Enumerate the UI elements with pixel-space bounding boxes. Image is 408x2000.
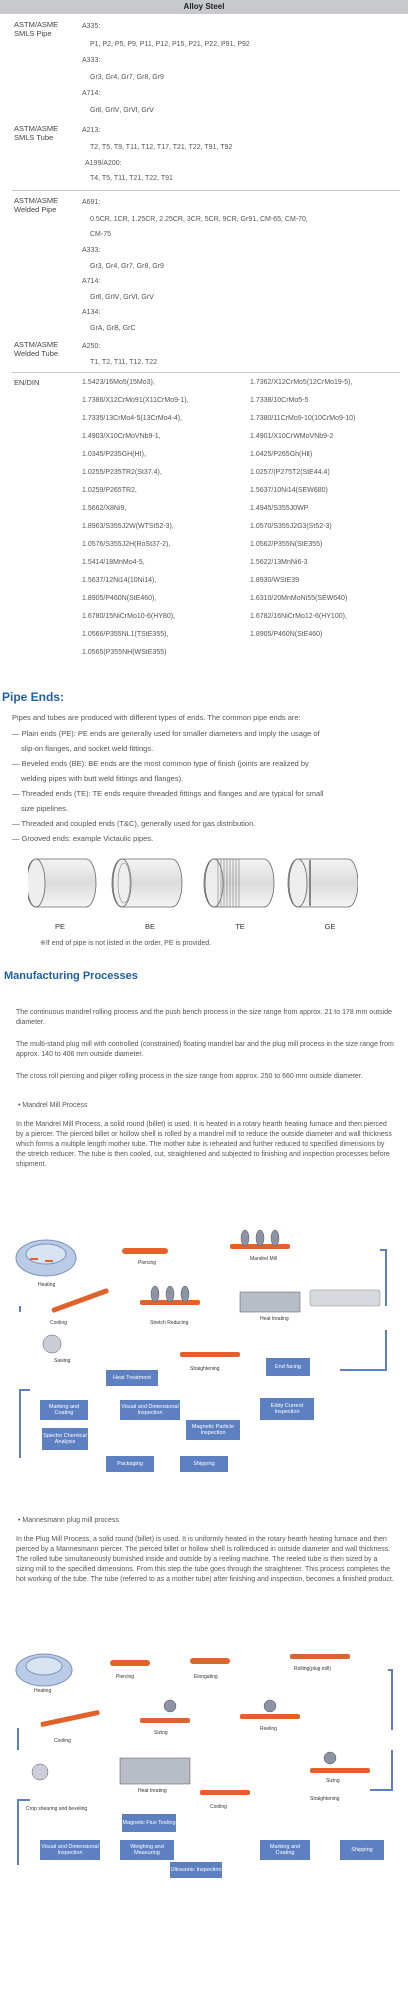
flow-box-visual-inspection: Visual and Dimensional Inspection (120, 1400, 180, 1420)
en-din-grade: 1.0570/S355J2G3(St52-3) (250, 523, 332, 530)
flow-caption: Sizing (154, 1730, 168, 1736)
flow-caption: Straightening (190, 1366, 220, 1372)
section-label-welded-pipe: ASTM/ASME Welded Pipe (14, 196, 59, 214)
flow-caption: Reeling (260, 1726, 277, 1732)
pipe-ge-icon (288, 859, 358, 907)
flow-box-marking-coating: Marking and Coating (260, 1840, 310, 1860)
grades-a134: GrA, GrB, GrC (90, 325, 136, 332)
std-a333: A333: (82, 57, 101, 64)
en-din-grade: 1.8963/S355J2W(WTSt52-3), (82, 523, 174, 530)
plug-mill-text: In the Plug Mill Process, a solid round (billet) is used. It is uniformly heated in the rotary hearth heating furnace and then pierced by a Mannesmann piercer. The pierced billet or hollow shell is rollreduced in outside diameter and wall thickness. The rolled tube simultaneously burnished inside and outside by a reeling machine. The reeled tube is then sized by a sizing mill to the specified dimensions. From this step the tube goes through the straightener. This process completes the hot working of the tube. The tube (referred to as a mother tube) after finishing and inspection, becomes a finished product. (16, 1536, 394, 1583)
flow-caption: Cooling (54, 1738, 71, 1744)
std-a250: A250: (82, 343, 101, 350)
grades-a213: T2, T5, T9, T11, T12, T17, T21, T22, T91, T92 (90, 144, 233, 151)
flow-box-shipping: Shipping (340, 1840, 384, 1860)
pipe-te-icon (204, 859, 274, 907)
grades-a333: Gr3, Gr4, Gr7, Gr8, Gr9 (90, 74, 164, 81)
pipe-end-item: welding pipes with butt weld fittings and flanges). (21, 774, 184, 783)
pipe-ends-list (12, 728, 324, 848)
en-din-grade: 1.7386/X12CrMo91(X11CrMo9-1), (82, 397, 189, 404)
std-a134: A134: (82, 309, 101, 316)
en-din-grade: 1.5662/X8Ni9, (82, 505, 127, 512)
pipe-pe-icon (28, 859, 96, 907)
mandrel-mill-text: In the Mandrel Mill Process, a solid round (billet) is used. It is heated in a rotary hearth heating furnace and then pierced by a piercer. The pierced billet or hollow shell is rolled by a mandrel mill to reduce the outside diameter and wall thickness which forms a multiple length mother tube. The mother tube is reheated and further reduced to specified dimensions by the stretch reducer. The tube is then cooled, cut, straightened and subjected to finishing and inspection processes before shipment. (16, 1121, 392, 1168)
en-din-grade: 1.8905/P460N(StE460), (82, 595, 157, 602)
pipe-end-item: slip-on flanges, and socket weld fittings. (21, 744, 154, 753)
grades-a714-welded: GrⅡ, GrⅣ, GrⅥ, GrⅤ (90, 294, 154, 301)
grades-a250: T1, T2, T11, T12, T22 (90, 359, 158, 366)
grades-a199: T4, T5, T11, T21, T22, T91 (90, 175, 173, 182)
divider (12, 190, 400, 191)
grades-a333-welded: Gr3, Gr4, Gr7, Gr8, Gr9 (90, 263, 164, 270)
en-din-grade: 1.0562/P355N(StE355) (250, 541, 323, 548)
pipe-label-ge: GE (324, 922, 336, 931)
en-din-grade: 1.8930/WStE39 (250, 577, 300, 584)
flow-caption: Rolling(plug mill) (294, 1666, 331, 1672)
flow-box-eddy-current: Eddy Current Inspection (260, 1398, 314, 1420)
pipe-end-item: — Threaded ends (TE): TE ends require threaded fittings and flanges and are typical for small (12, 789, 324, 798)
std-a714: A714: (82, 90, 101, 97)
std-a333-welded: A333: (82, 247, 101, 254)
en-din-grade: 1.6310/20MnMoNi55(SEW640) (250, 595, 348, 602)
en-din-grade: 1.0255/P235TR2(St37.4), (82, 469, 162, 476)
flow-caption: Straightening (310, 1796, 340, 1802)
section-label-welded-tube: ASTM/ASME Welded Tube (14, 340, 59, 358)
pipe-end-item: — Threaded and coupled ends (T&C), generally used for gas distribution. (12, 819, 256, 828)
section-label-smls-pipe: ASTM/ASME SMLS Pipe (14, 20, 59, 38)
flow-box-visual-inspection: Visual and Dimensional Inspection (40, 1840, 100, 1860)
flow-box-magnetic-flux: Magnetic Flux Testing (122, 1814, 176, 1832)
section-label-smls-tube: ASTM/ASME SMLS Tube (14, 124, 59, 142)
flow-caption: Heat treating (260, 1316, 289, 1322)
flow-box-end-facing: End facing (266, 1358, 310, 1376)
plug-mill-flow-diagram (10, 1640, 400, 1880)
std-a199: A199/A200: (85, 160, 122, 167)
std-a213: A213: (82, 127, 101, 134)
grades-a335: P1, P2, P5, P9, P11, P12, P15, P21, P22, P91, P92 (90, 41, 250, 48)
process-paragraph: The continuous mandrel rolling process and the push bench process in the size range from approx. 21 to 178 mm outside diameter. (16, 1009, 392, 1026)
en-din-grade: 1.0425/P265Gh(HⅡ) (250, 451, 313, 458)
section-label-en-din: EN/DIN (14, 378, 40, 387)
divider (12, 372, 400, 373)
flow-caption: Sawing (54, 1358, 71, 1364)
en-din-left-column (82, 378, 188, 666)
flow-caption: Heat treating (138, 1788, 167, 1794)
en-din-grade: 1.7335/13CrMo4-5(13CrMo4-4), (82, 415, 182, 422)
en-din-grade: 1.7338/10CrMo5-5 (250, 397, 309, 404)
flow-caption: Sizing (326, 1778, 340, 1784)
en-din-grade: 1.4903/X10CrMoVNb9-1, (82, 433, 161, 440)
flow-box-weighing: Weighing and Measuring (120, 1840, 174, 1860)
en-din-grade: 1.0565(P355NH(WStE355) (82, 649, 167, 656)
flow-caption: Crop shearing and beveling (26, 1806, 88, 1812)
pipe-end-item: size pipelines. (21, 804, 69, 813)
flow-caption: Heating (34, 1688, 52, 1694)
pipe-end-item: — Beveled ends (BE): BE ends are the most common type of finish (joints are realized by (12, 759, 309, 768)
flow-caption: Piercing (138, 1260, 157, 1266)
mandrel-mill-flow-diagram (10, 1220, 400, 1470)
en-din-grade: 1.5622/13MnNi6-3 (250, 559, 308, 566)
en-din-grade: 1.0576/S355J2H(RoSt37-2), (82, 541, 171, 548)
en-din-grade: 1.0566/P355NL1(TStE355), (82, 631, 169, 638)
std-a335: A335: (82, 23, 101, 30)
en-din-grade: 1.5414/18MnMo4-5, (82, 559, 145, 566)
grades-a691-cont: CM-75 (90, 231, 112, 238)
pipe-ends-illustration (28, 855, 358, 915)
flow-caption: Cooling (210, 1804, 227, 1810)
en-din-grade: 1.7362/X12CrMo5(12CrMo19-5), (250, 379, 353, 386)
flow-caption: Mandrel Mill (250, 1256, 277, 1262)
pipe-end-item: — Plain ends (PE): PE ends are generally used for smaller diameters and imply the usage of (12, 729, 320, 738)
flow-box-heat-treatment: Heat Treatment (106, 1370, 158, 1386)
plug-mill-subheading: • Mannesmann plug mill process (18, 1517, 119, 1524)
en-din-grade: 1.0259/P265TR2, (82, 487, 137, 494)
en-din-grade: 1.6780/15NiCrMo10-6(HY80), (82, 613, 175, 620)
flow-caption: Heating (38, 1282, 56, 1288)
flow-box-spectro-analysis: Spectro Chemical Analysis (42, 1428, 88, 1450)
en-din-grade: 1.5637/10Ni14(SEW680) (250, 487, 328, 494)
en-din-right-column (250, 378, 355, 648)
process-paragraph: The multi-stand plug mill with controlled (constrained) floating mandrel bar and the plug mill process in the size range from approx. 140 to 406 mm outside diameter. (16, 1041, 394, 1058)
pipe-ends-heading: Pipe Ends: (2, 690, 65, 704)
flow-caption: Piercing (116, 1674, 135, 1680)
en-din-grade: 1.7380/11CrMo9-10(10CrMo9-10) (250, 415, 356, 422)
flow-caption: Elongating (194, 1674, 218, 1680)
flow-box-magnetic-particle: Magnetic Particle Inspection (186, 1420, 240, 1440)
pipe-ends-note: ※If end of pipe is not listed in the order, PE is provided. (40, 940, 212, 947)
flow-caption: Cooling (50, 1320, 67, 1326)
mandrel-mill-subheading: • Mandrel Mill Process (18, 1102, 88, 1109)
flow-box-packaging: Packaging (106, 1456, 154, 1472)
grades-a714: GrⅡ, GrⅣ, GrⅥ, GrⅤ (90, 107, 154, 114)
process-paragraph: The cross roll piercing and pilger rolling process in the size range from approx. 250 to 660 mm outside diameter. (16, 1073, 363, 1080)
en-din-grade: 1.0257/(P275T2(StE44.4) (250, 469, 330, 476)
pipe-end-item: — Grooved ends: example Victaulic pipes. (12, 834, 154, 843)
en-din-grade: 1.6782/16NiCrMo12-6(HY100), (250, 613, 347, 620)
en-din-grade: 1.4945/S355J0WP (250, 505, 309, 512)
flow-box-ultrasonic: Ultrasonic Inspection (170, 1862, 222, 1878)
en-din-grade: 1.8905/P460N(StE460) (250, 631, 323, 638)
en-din-grade: 1.4901/X10CrWMoVNb9-2 (250, 433, 334, 440)
en-din-grade: 1.5423/16Mo5(15Mo3), (82, 379, 155, 386)
table-title: Alloy Steel (0, 0, 408, 14)
en-din-grade: 1.0345/P235GH(HⅠ), (82, 451, 146, 458)
grades-a691: 0.5CR, 1CR, 1.25CR, 2.25CR, 3CR, 5CR, 9CR, Gr91, CM-65, CM-70, (90, 216, 308, 223)
flow-caption: Stretch Reducing (150, 1320, 189, 1326)
pipe-label-pe: PE (54, 922, 65, 931)
pipe-ends-intro: Pipes and tubes are produced with different types of ends. The common pipe ends are: (12, 713, 301, 722)
en-din-grade: 1.5637/12Ni14(10Ni14), (82, 577, 157, 584)
pipe-label-be: BE (144, 922, 155, 931)
std-a691: A691: (82, 199, 101, 206)
manufacturing-heading: Manufacturing Processes (4, 970, 138, 982)
pipe-be-icon (112, 859, 182, 907)
flow-box-shipping: Shipping (180, 1456, 228, 1472)
std-a714-welded: A714: (82, 278, 101, 285)
flow-box-marking-coating: Marking and Coating (40, 1400, 88, 1420)
pipe-label-te: TE (235, 922, 245, 931)
